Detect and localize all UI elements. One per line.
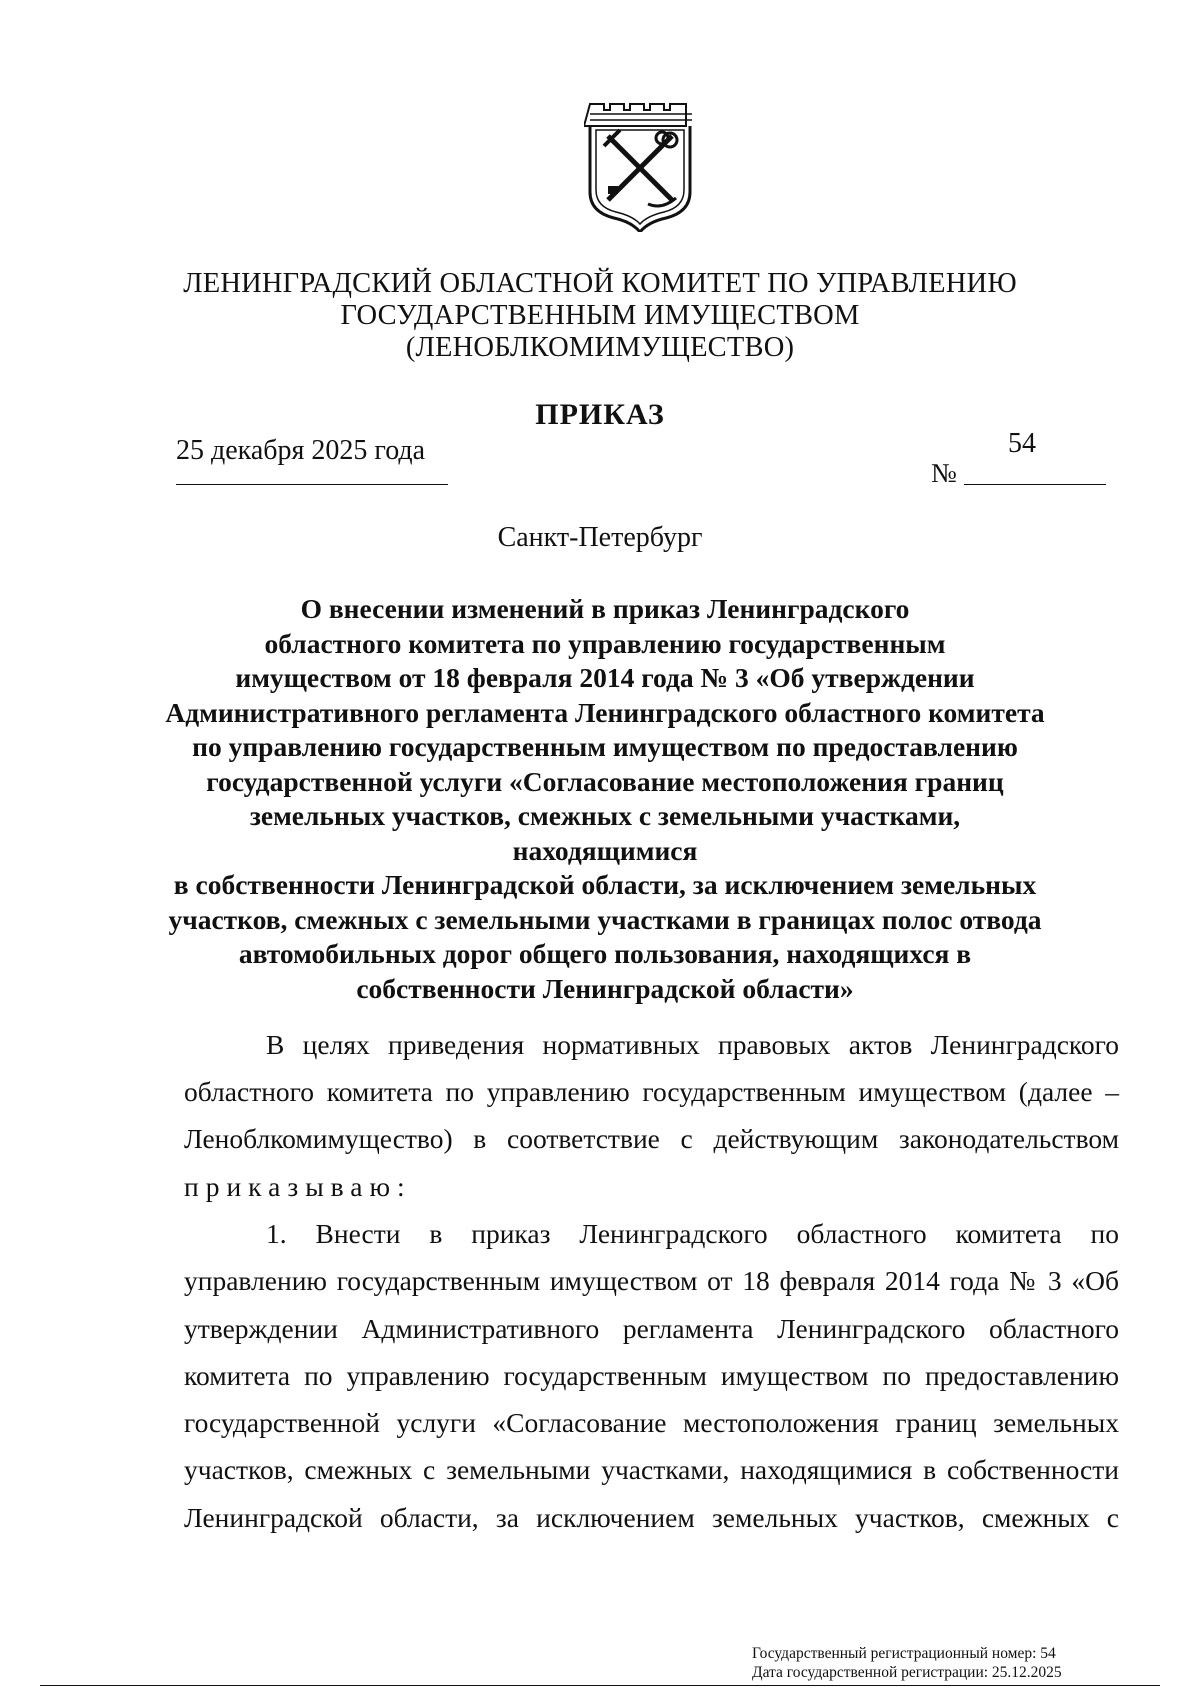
date-underline <box>176 484 448 485</box>
body-line: утверждении Административного регламента Ленинградского областного <box>184 1313 1119 1344</box>
number-sign: № <box>931 458 957 488</box>
body-line: управлению государственным имуществом от 18 февраля 2014 года № 3 «Об <box>184 1265 1119 1296</box>
body-line: областного комитета по управлению государственным имуществом (далее – <box>184 1076 1119 1107</box>
document-date: 25 декабря 2025 года <box>176 435 426 466</box>
number-underline <box>964 484 1106 485</box>
registration-number: Государственный регистрационный номер: 54 <box>752 1645 1056 1662</box>
heading-line: автомобильных дорог общего пользования, находящихся в <box>238 938 972 969</box>
org-line: ЛЕНИНГРАДСКИЙ ОБЛАСТНОЙ КОМИТЕТ ПО УПРАВЛЕНИЮ <box>183 268 1017 299</box>
heading-line: О внесении изменений в приказ Ленинградского <box>300 593 910 624</box>
heading-line: Административного регламента Ленинградского областного комитета <box>165 696 1045 728</box>
body-line: Леноблкомимущество) в соответствие с действующим законодательством <box>184 1123 1119 1154</box>
body-line: комитета по управлению государственным имуществом по предоставлению <box>184 1360 1119 1391</box>
body-line: государственной услуги «Согласование местоположения границ земельных <box>184 1407 1119 1438</box>
coat-of-arms-emblem <box>584 100 696 232</box>
org-line: ГОСУДАРСТВЕННЫМ ИМУЩЕСТВОМ <box>340 300 860 331</box>
city-name: Санкт-Петербург <box>497 522 703 553</box>
body-line: приказываю: <box>184 1171 412 1202</box>
body-line: В целях приведения нормативных правовых актов Ленинградского <box>266 1029 1119 1060</box>
footer-divider <box>40 1685 1160 1686</box>
heading-line: государственной услуги «Согласование местоположения границ <box>206 765 1004 797</box>
heading-line: собственности Ленинградской области» <box>356 972 854 1004</box>
body-line: участков, смежных с земельными участками, находящимися в собственности <box>184 1454 1119 1485</box>
registration-date: Дата государственной регистрации: 25.12.2025 <box>752 1664 1062 1681</box>
heading-line: в собственности Ленинградской области, за исключением земельных <box>173 869 1037 900</box>
document-type: ПРИКАЗ <box>535 398 665 431</box>
document-number: 54 <box>1008 428 1036 459</box>
body-line: 1. Внести в приказ Ленинградского областного комитета по <box>266 1218 1119 1249</box>
document-heading <box>160 592 1050 1006</box>
organization-name <box>150 268 1050 364</box>
body-line: Ленинградской области, за исключением земельных участков, смежных с <box>184 1502 1119 1533</box>
heading-line: областного комитета по управлению государственным <box>264 627 946 659</box>
heading-line: имуществом от 18 февраля 2014 года № 3 «Об утверждении <box>235 662 975 693</box>
heading-line: по управлению государственным имуществом по предоставлению <box>192 731 1018 762</box>
org-line: (ЛЕНОБЛКОМИМУЩЕСТВО) <box>405 332 795 363</box>
heading-line: земельных участков, смежных с земельными участками, находящимися <box>249 800 961 866</box>
heading-line: участков, смежных с земельными участками в границах полос отвода <box>168 903 1042 935</box>
